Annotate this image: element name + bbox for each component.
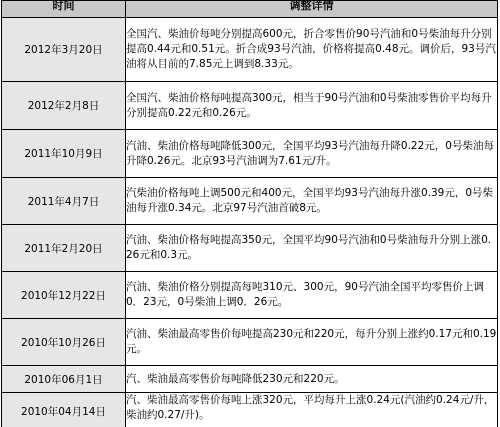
table-row (2, 393, 498, 427)
table-row (2, 225, 498, 272)
table-row (2, 366, 498, 393)
row-detail: 汽油、柴油价格每吨降低300元，全国平均93号汽油每升降0.22元，0号柴油每升降0.26元。北京93号汽油调为7.61元/升。 (126, 130, 498, 178)
header-time-cell (2, 1, 126, 18)
row-date: 2011年2月20日 (2, 225, 126, 272)
fuel-price-adjustment-table (1, 0, 498, 427)
table-row (2, 319, 498, 366)
row-detail: 汽油、柴油最高零售价每吨提高230元和220元，每升分别上涨约0.17元和0.19元。 (126, 319, 498, 366)
header-detail-cell (126, 1, 498, 18)
row-detail: 汽油、柴油价格分别提高每吨310元、300元，90号汽油全国平均零售价上调0．23元，0号柴油上调0．26元。 (126, 272, 498, 319)
table-row (2, 18, 498, 82)
row-date: 2010年04月14日 (2, 393, 126, 427)
table-row (2, 178, 498, 225)
row-date: 2011年4月7日 (2, 178, 126, 225)
row-detail: 汽、柴油最高零售价每吨降低230元和220元。 (126, 366, 498, 393)
row-detail: 全国汽、柴油价每吨分别提高600元，折合零售价90号汽油和0号柴油每升分别提高0.44元和0.51元。折合成93号汽油，价格将提高0.48元。调价后，93号汽油将从目前的7.85元上调到8.33元。 (126, 18, 498, 82)
table-row (2, 130, 498, 178)
table-row (2, 272, 498, 319)
row-detail: 全国汽、柴油价格每吨提高300元，相当于90号汽油和0号柴油零售价平均每升分别提高0.22元和0.26元。 (126, 82, 498, 130)
table-row (2, 82, 498, 130)
row-detail: 汽油、柴油价格每吨提高350元，全国平均90号汽油和0号柴油每升分别上涨0.26元和0.3元。 (126, 225, 498, 272)
row-detail: 汽柴油价格每吨上调500元和400元，全国平均93号汽油每升涨0.39元，0号柴油每升涨0.34元。北京97号汽油首破8元。 (126, 178, 498, 225)
header-time-label: 时间 (52, 0, 75, 12)
row-date: 2010年06月1日 (2, 366, 126, 393)
row-date: 2011年10月9日 (2, 130, 126, 178)
header-detail-label: 调整详情 (289, 0, 334, 12)
row-date: 2010年12月22日 (2, 272, 126, 319)
row-date: 2010年10月26日 (2, 319, 126, 366)
row-date: 2012年2月8日 (2, 82, 126, 130)
row-date: 2012年3月20日 (2, 18, 126, 82)
row-detail: 汽、柴油最高零售价每吨上涨320元，平均每升上涨0.24元(汽油约0.24元/升，柴油约0.27/升)。 (126, 393, 498, 427)
table-header-row (2, 1, 498, 18)
